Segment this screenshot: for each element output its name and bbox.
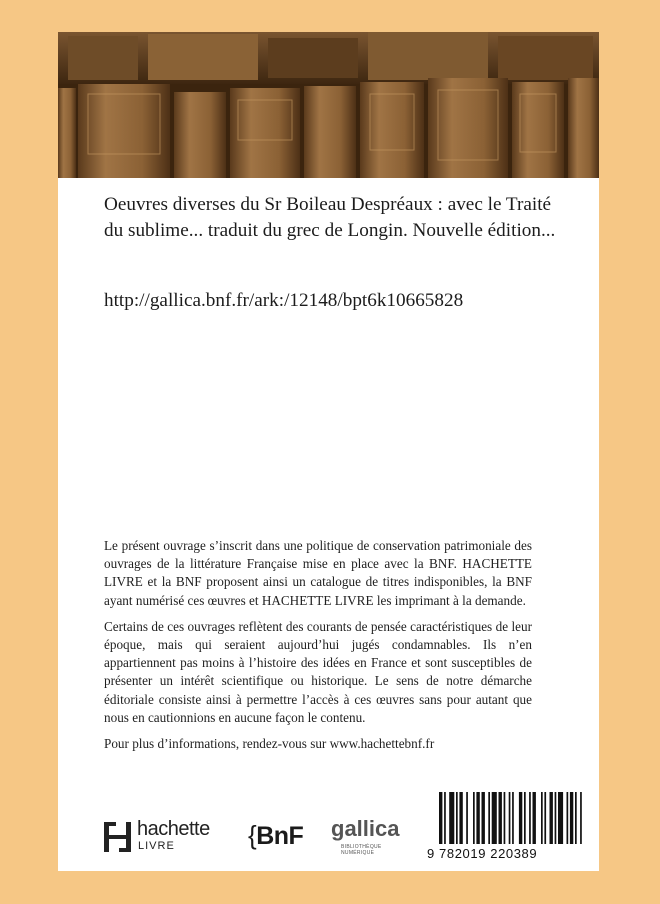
- barcode-bar: [570, 792, 573, 844]
- barcode-bar: [439, 792, 442, 844]
- barcode-bar: [449, 792, 454, 844]
- notice-paragraph-1: Le présent ouvrage s’inscrit dans une politique de conservation patrimoniale des ouvrages de la littérature Française mise en place avec la BNF. HACHETTE LIVRE et la BNF proposent ainsi un catalogue de titres indisponibles, la BNF ayant numérisé ces œuvres et HACHETTE LIVRE les imprimant à la demande.: [104, 538, 532, 608]
- notice-paragraph-2: Certains de ces ouvrages reflètent des courants de pensée caractéristiques de leur époque, mais qui seraient aujourd’hui jugés condamnables. Ils n’en appartiennent pas moins à l’histoire des idées en France et sont susceptibles de présenter un intérêt scientifique ou historique. Le sens de notre démarche éditoriale consiste ainsi à permettre l’accès à ces œuvres sans pour autant que nous en cautionnions en aucune façon le contenu.: [104, 618, 532, 725]
- barcode-bar: [541, 792, 543, 844]
- book-title: Oeuvres diverses du Sr Boileau Despréaux : avec le Traité du sublime... traduit du grec de Longin. Nouvelle édition...: [104, 194, 556, 241]
- barcode-bar: [466, 792, 468, 844]
- barcode-bar: [533, 792, 536, 844]
- barcode-bar: [476, 792, 479, 844]
- livre-wordmark: LIVRE: [138, 840, 175, 852]
- source-url: http://gallica.bnf.fr/ark:/12148/bpt6k10665828: [104, 290, 464, 311]
- bnf-logo: [248, 820, 303, 851]
- barcode-digits: 9 782019 220389: [427, 846, 538, 861]
- barcode-bar: [529, 792, 531, 844]
- hachette-wordmark: hachette: [137, 818, 210, 840]
- gallica-sub-2: NUMÉRIQUE: [341, 850, 375, 856]
- bookshelf-illustration: [58, 32, 599, 178]
- gallica-logo: [331, 816, 401, 860]
- barcode-bar: [558, 792, 563, 844]
- barcode-bar: [492, 792, 497, 844]
- barcode-bar: [550, 792, 553, 844]
- barcode-bar: [459, 792, 462, 844]
- barcode-bar: [499, 792, 502, 844]
- barcode-bar: [509, 792, 511, 844]
- barcode-bar: [456, 792, 458, 844]
- barcode-bar: [524, 792, 526, 844]
- barcode-bar: [580, 792, 582, 844]
- barcode-bar: [488, 792, 490, 844]
- bookshelf-photo: [58, 32, 599, 178]
- publisher-notice: [104, 537, 532, 761]
- barcode-bar: [444, 792, 446, 844]
- barcode-bar: [482, 792, 485, 844]
- notice-paragraph-3: Pour plus d’informations, rendez-vous sur www.hachettebnf.fr: [104, 736, 435, 752]
- gallica-wordmark: gallica: [331, 816, 400, 841]
- barcode-bar: [544, 792, 546, 844]
- bnf-wordmark: BnF: [256, 822, 304, 850]
- barcode-bar: [555, 792, 557, 844]
- barcode-bars: [427, 792, 589, 848]
- barcode-bar: [473, 792, 475, 844]
- book-back-cover: [58, 32, 599, 871]
- bnf-brace: {: [248, 820, 257, 850]
- hachette-h-icon: [104, 822, 131, 852]
- barcode-bar: [575, 792, 577, 844]
- barcode-bar: [567, 792, 569, 844]
- barcode-bar: [512, 792, 514, 844]
- isbn-barcode: [427, 792, 589, 864]
- barcode-bar: [519, 792, 522, 844]
- hachette-livre-logo: [104, 818, 224, 858]
- gallica-sub-1: BIBLIOTHÈQUE: [341, 844, 382, 850]
- barcode-bar: [504, 792, 506, 844]
